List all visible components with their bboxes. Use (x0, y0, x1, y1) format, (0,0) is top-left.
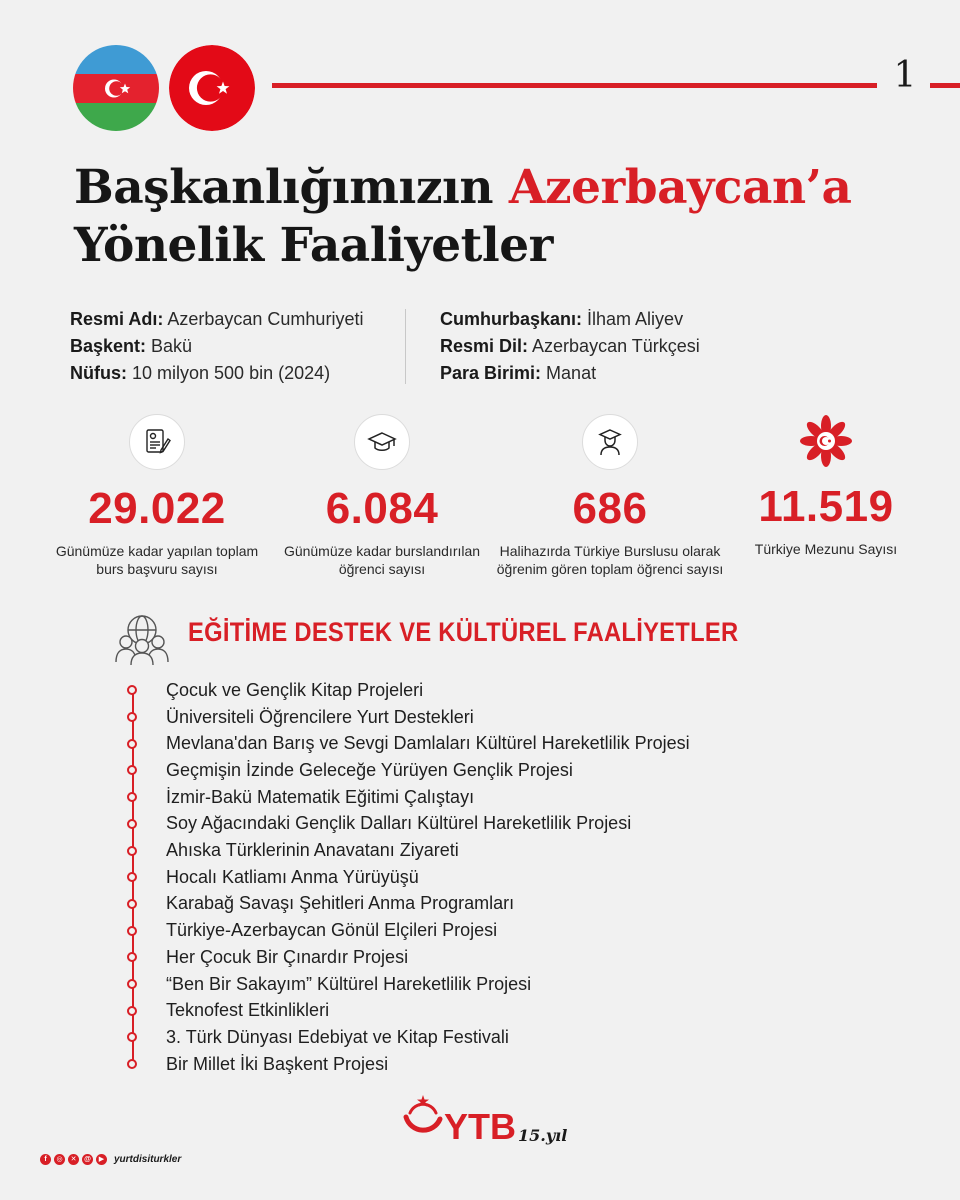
x-icon[interactable]: ✕ (68, 1154, 79, 1165)
list-item: Soy Ağacındaki Gençlik Dalları Kültürel Hareketlilik Projesi (126, 811, 631, 838)
list-item: Karabağ Savaşı Şehitleri Anma Programları (126, 891, 514, 918)
list-item: Teknofest Etkinlikleri (126, 997, 329, 1024)
alumni-flower-icon (799, 414, 853, 468)
timeline-dot (127, 1006, 137, 1016)
info-capital: Başkent: Bakü (70, 336, 193, 356)
list-item: Ahıska Türklerinin Anavatanı Ziyareti (126, 837, 459, 864)
list-item: Çocuk ve Gençlik Kitap Projeleri (126, 677, 423, 704)
community-globe-icon (112, 612, 172, 666)
timeline-dot (127, 685, 137, 695)
stat-label: Halihazırda Türkiye Burslusu olarak öğrenim gören toplam öğrenci sayısı (496, 543, 724, 577)
stat-value: 686 (572, 484, 648, 533)
info-president: Cumhurbaşkanı: İlham Aliyev (440, 309, 684, 329)
list-item: Türkiye-Azerbaycan Gönül Elçileri Projesi (126, 917, 497, 944)
list-item: Hocalı Katliamı Anma Yürüyüşü (126, 864, 419, 891)
list-item: 3. Türk Dünyası Edebiyat ve Kitap Festivali (126, 1024, 509, 1051)
graduation-cap-icon (354, 414, 410, 470)
turkey-flag-icon (169, 45, 255, 131)
title-accent: Azerbaycan’a (508, 160, 852, 215)
timeline-dot (127, 819, 137, 829)
stat-scholars (267, 414, 497, 578)
info-currency: Para Birimi: Manat (440, 363, 597, 383)
timeline-dot (127, 792, 137, 802)
youtube-icon[interactable]: ▶ (96, 1154, 107, 1165)
stat-label: Günümüze kadar yapılan toplam burs başvuru sayısı (55, 543, 259, 577)
list-item: İzmir-Bakü Matematik Eğitimi Çalıştayı (126, 784, 474, 811)
social-handle[interactable]: yurtdisiturkler (114, 1154, 182, 1165)
info-divider (405, 309, 406, 384)
application-form-icon (129, 414, 185, 470)
timeline-dot (127, 1059, 137, 1069)
logo-text: YTB (444, 1106, 516, 1147)
info-official-language: Resmi Dil: Azerbaycan Türkçesi (440, 336, 700, 356)
page-number: 1 (893, 55, 917, 96)
list-item: “Ben Bir Sakayım” Kültürel Hareketlilik Projesi (126, 971, 531, 998)
stat-applications (42, 414, 272, 578)
header-rule-end (930, 83, 960, 88)
threads-icon[interactable]: @ (82, 1154, 93, 1165)
timeline-dot (127, 952, 137, 962)
azerbaijan-flag-icon (73, 45, 159, 131)
social-bar (40, 1154, 181, 1165)
stat-value: 6.084 (325, 484, 439, 533)
list-item: Üniversiteli Öğrencilere Yurt Destekleri (126, 704, 474, 731)
facebook-icon[interactable]: f (40, 1154, 51, 1165)
student-icon (582, 414, 638, 470)
timeline-dot (127, 846, 137, 856)
timeline-dot (127, 712, 137, 722)
page-title-line-2: Yönelik Faaliyetler (74, 218, 553, 273)
info-population: Nüfus: 10 milyon 500 bin (2024) (70, 363, 331, 383)
stat-value: 29.022 (88, 484, 226, 533)
timeline-dot (127, 872, 137, 882)
list-item: Bir Millet İki Başkent Projesi (126, 1051, 388, 1078)
stat-label: Türkiye Mezunu Sayısı (754, 541, 898, 557)
timeline-dot (127, 979, 137, 989)
ytb-logo (398, 1095, 568, 1155)
timeline-dot (127, 899, 137, 909)
list-item: Her Çocuk Bir Çınardır Projesi (126, 944, 408, 971)
stat-value: 11.519 (758, 482, 894, 531)
timeline-dot (127, 926, 137, 936)
title-prefix: Başkanlığımızın (74, 160, 509, 215)
header-rule (272, 83, 877, 88)
stat-alumni (711, 414, 941, 558)
page-title-line-1 (74, 160, 851, 215)
stat-label: Günümüze kadar burslandırılan öğrenci sayısı (283, 543, 481, 577)
list-item: Geçmişin İzinde Geleceğe Yürüyen Gençlik Projesi (126, 757, 573, 784)
stat-current-students (495, 414, 725, 578)
timeline-dot (127, 1032, 137, 1042)
instagram-icon[interactable]: ◎ (54, 1154, 65, 1165)
timeline-dot (127, 765, 137, 775)
section-title: EĞİTİME DESTEK VE KÜLTÜREL FAALİYETLER (188, 617, 739, 647)
info-official-name: Resmi Adı: Azerbaycan Cumhuriyeti (70, 309, 364, 329)
anniversary-text: 15.yıl (518, 1126, 568, 1145)
timeline-dot (127, 739, 137, 749)
list-item: Mevlana'dan Barış ve Sevgi Damlaları Kültürel Hareketlilik Projesi (126, 730, 690, 757)
